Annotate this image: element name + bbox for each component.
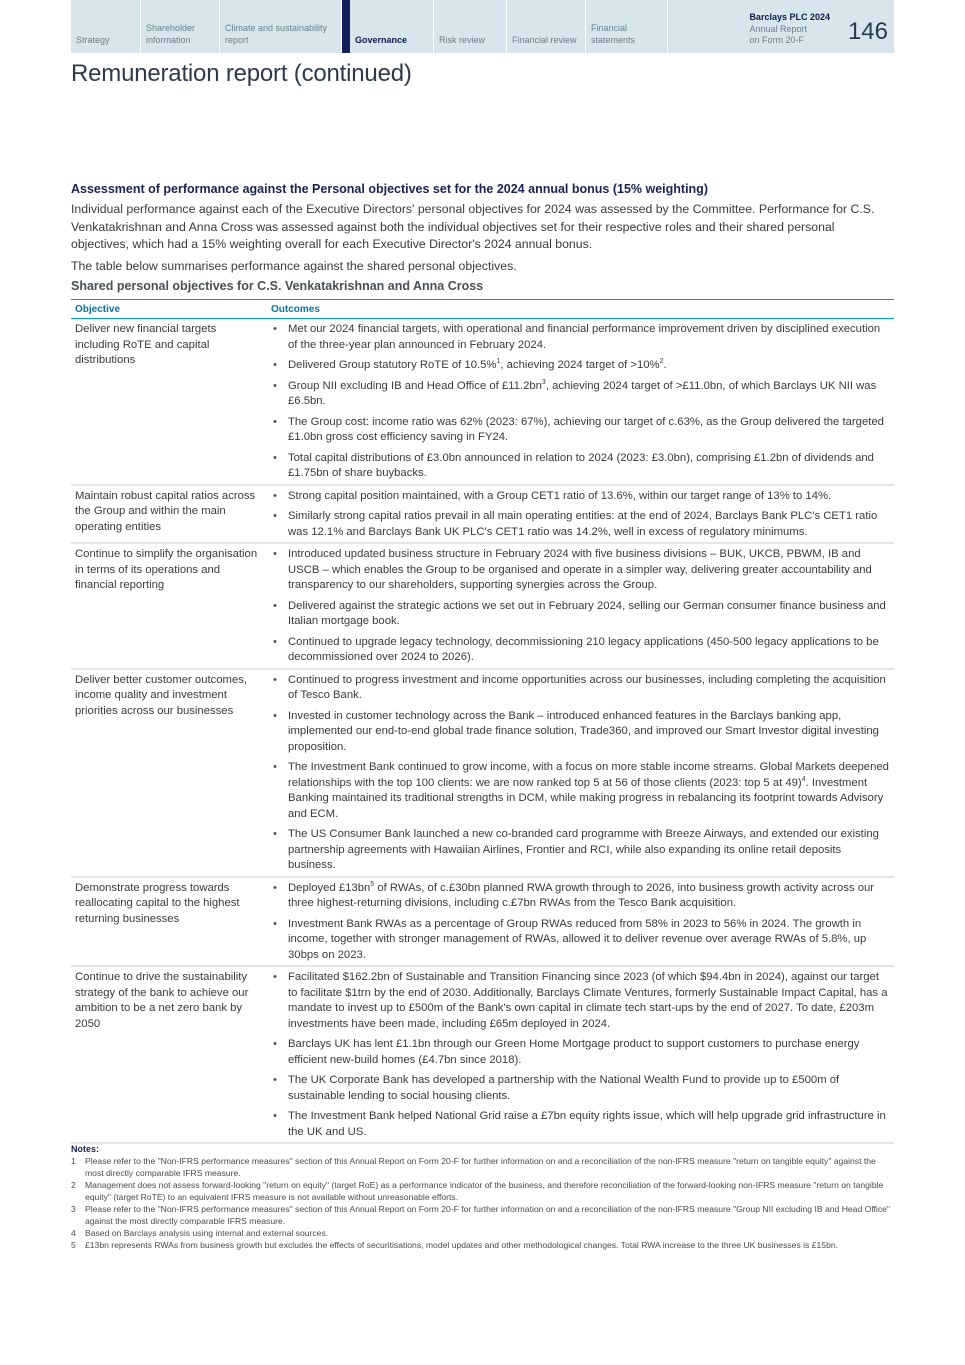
- table-intro-paragraph: The table below summarises performance against the shared personal objectives.: [71, 258, 517, 273]
- table-header-row: [71, 300, 894, 319]
- objectives-table: [71, 299, 894, 1144]
- outcome-item: [271, 322, 890, 353]
- outcomes-list: [271, 881, 890, 964]
- outcome-text: Investment Bank RWAs as a percentage of Group RWAs reduced from 58% in 2023 to 56% in 2024. The growth in income, together with stronger management of RWAs, allowed it to deliver revenue over average RWAs of 5.8%, up 30bps on 2023.: [288, 917, 867, 961]
- footnote-ref: 2: [659, 358, 664, 366]
- footnote-ref: 5: [370, 880, 375, 888]
- table-row: [71, 877, 894, 967]
- outcome-text: Deployed £13bn: [288, 881, 371, 894]
- brand-subtitle-line2: on Form 20-F: [749, 35, 804, 45]
- outcome-item: [271, 1109, 890, 1140]
- footnote-ref: 4: [801, 775, 806, 783]
- outcome-item: [271, 970, 890, 1032]
- objective-cell: Maintain robust capital ratios across the Group and within the main operating entities: [71, 485, 267, 544]
- outcome-item: [271, 635, 890, 666]
- intro-paragraph: Individual performance against each of the Executive Directors' personal objectives for 2024 was assessed by the Committee. Performance for C.S. Venkatakrishnan and Anna Cross was assessed against both the individual objectives set for their respective roles and their shared personal objectives, which had a 15% weighting overall for each Executive Director's 2024 annual bonus.: [71, 202, 875, 251]
- footnote-text: £13bn represents RWAs from business growth but excludes the effects of securitisations, model updates and other methodological changes. Total RWA increase to the three UK businesses is £15bn.: [85, 1240, 839, 1250]
- brand-title: Barclays PLC 2024: [749, 12, 830, 22]
- outcome-item: [271, 509, 890, 540]
- objective-cell: Demonstrate progress towards reallocating capital to the highest returning businesses: [71, 877, 267, 967]
- column-header-outcomes: Outcomes: [267, 300, 894, 319]
- outcome-item: [271, 451, 890, 482]
- footnote-number: 4: [71, 1228, 76, 1238]
- outcome-item: [271, 489, 890, 505]
- outcome-text: .: [663, 359, 667, 371]
- outcome-item: [271, 358, 890, 374]
- outcomes-list: [271, 673, 890, 874]
- outcome-item: [271, 415, 890, 446]
- outcome-text: The Group cost: income ratio was 62% (2023: 67%), achieving our target of c.63%, as the Group delivered the targeted £1.0bn gross cost efficiency saving in FY24.: [288, 415, 884, 443]
- table-row: [71, 485, 894, 544]
- outcome-text: Similarly strong capital ratios prevail in all main operating entities: at the end of 2024, Barclays Bank PLC's CET1 ratio was 12.1% and Barclays Bank UK PLC's CET1 ratio was 14.2%, well in excess of regulatory minimums.: [288, 510, 878, 538]
- outcome-text: . Investment Banking maintained its traditional strengths in DCM, while making progress in rebalancing its footprint towards Advisory and ECM.: [288, 776, 884, 820]
- notes-title: Notes:: [71, 1144, 100, 1154]
- nav-tab-shareholder-information[interactable]: Shareholder information: [141, 0, 220, 53]
- outcomes-cell: [267, 543, 894, 669]
- table-row: [71, 669, 894, 877]
- footnote: [71, 1227, 894, 1239]
- footnote-number: 5: [71, 1240, 76, 1250]
- outcome-text: The UK Corporate Bank has developed a partnership with the National Wealth Fund to provide up to £500m of sustainable lending to social housing clients.: [288, 1074, 840, 1102]
- nav-tab-financial-review[interactable]: Financial review: [507, 0, 586, 53]
- column-header-objective: Objective: [71, 300, 267, 319]
- outcome-text: The US Consumer Bank launched a new co-branded card programme with Breeze Airways, and extended our existing partnership agreements with Hawaiian Airlines, Frontier and RCI, while also expanding its online retail deposits business.: [288, 828, 879, 871]
- nav-tab-risk-review[interactable]: Risk review: [434, 0, 507, 53]
- outcome-text: Met our 2024 financial targets, with operational and financial performance improvement driven by disciplined execution of the three-year plan announced in February 2024.: [288, 323, 881, 351]
- nav-tab-climate-sustainability[interactable]: Climate and sustainability report: [220, 0, 342, 53]
- outcomes-cell: [267, 966, 894, 1143]
- objective-cell: Continue to drive the sustainability strategy of the bank to achieve our ambition to be a net zero bank by 2050: [71, 966, 267, 1143]
- footnote: [71, 1203, 894, 1227]
- footnote-text: Management does not assess forward-looking "return on equity" (target RoE) as a performance indicator of the business, and therefore reconciliation of the forward-looking non-IFRS measure "return on tangible equity" (target RoTE) to an equivalent IFRS measure is not available without unreasonable efforts.: [85, 1180, 884, 1202]
- outcomes-cell: [267, 319, 894, 485]
- outcome-text: Delivered against the strategic actions we set out in February 2024, selling our German consumer finance business and Italian mortgage book.: [288, 599, 886, 627]
- nav-tab-financial-statements[interactable]: Financial statements: [586, 0, 668, 53]
- footnote-number: 2: [71, 1180, 76, 1190]
- outcome-text: , achieving 2024 target of >£11.0bn, of which Barclays UK NII was £6.5bn.: [288, 379, 877, 407]
- footnote-ref: 3: [541, 378, 546, 386]
- outcome-text: The Investment Bank continued to grow income, with a focus on more stable income streams. Global Markets deepened relationships with the top 100 clients: we are now ranked top 5 at 56 of those clients (2023: top 5 at 49): [288, 761, 889, 789]
- footnote-text: Based on Barclays analysis using internal and external sources.: [85, 1228, 329, 1238]
- table-row: [71, 543, 894, 669]
- footnote-text: Please refer to the "Non-IFRS performance measures" section of this Annual Report on Form 20-F for further information on and a reconciliation of the non-IFRS measure "Group NII excluding IB and Head Office" against the most directly comparable IFRS measure.: [85, 1204, 890, 1226]
- notes-section: [71, 1144, 894, 1251]
- outcome-item: [271, 673, 890, 704]
- outcome-text: Continued to progress investment and income opportunities across our businesses, including completing the acquisition of Tesco Bank.: [288, 673, 886, 701]
- outcomes-list: [271, 322, 890, 482]
- brand-subtitle-line1: Annual Report: [749, 23, 807, 34]
- footnote-ref: 1: [496, 358, 501, 366]
- outcomes-list: [271, 489, 890, 541]
- outcome-text: The Investment Bank helped National Grid raise a £7bn equity rights issue, which will help upgrade grid infrastructure in the UK and US.: [288, 1110, 886, 1138]
- outcome-item: [271, 760, 890, 822]
- footnote-number: 3: [71, 1204, 76, 1214]
- outcome-text: , achieving 2024 target of >10%: [500, 359, 660, 371]
- outcome-text: Invested in customer technology across the Bank – introduced enhanced features in the Barclays banking app, implemented our end-to-end global trade finance solution, Trade360, and improved our Smart Investor digital investing proposition.: [288, 709, 879, 753]
- section-nav: [71, 0, 894, 53]
- outcome-text: Introduced updated business structure in February 2024 with five business divisions – BUK, UKCB, PBWM, IB and USCB – which enables the Group to be organised and operate in a simpler way, delivering greater accountability and transparency to our shareholders, supporting synergies across the Group.: [288, 548, 872, 591]
- outcomes-cell: [267, 485, 894, 544]
- nav-tab-strategy[interactable]: Strategy: [71, 0, 141, 53]
- objective-cell: Deliver better customer outcomes, income quality and investment priorities across our businesses: [71, 669, 267, 877]
- outcome-text: Delivered Group statutory RoTE of 10.5%: [288, 359, 497, 371]
- outcome-item: [271, 547, 890, 594]
- outcomes-cell: [267, 877, 894, 967]
- report-brand: [749, 12, 830, 47]
- outcome-item: [271, 917, 890, 964]
- section-heading: Assessment of performance against the Personal objectives set for the 2024 annual bonus (15% weighting): [71, 182, 708, 196]
- outcome-text: Total capital distributions of £3.0bn announced in relation to 2024 (2023: £3.0bn), comprising £1.2bn of dividends and £1.75bn of share buybacks.: [288, 451, 874, 479]
- outcome-item: [271, 1037, 890, 1068]
- outcome-item: [271, 1073, 890, 1104]
- outcome-text: Strong capital position maintained, with a Group CET1 ratio of 13.6%, within our target range of 13% to 14%.: [288, 489, 832, 502]
- footnote-number: 1: [71, 1156, 76, 1166]
- outcome-text: Barclays UK has lent £1.1bn through our Green Home Mortgage product to support customers to purchase energy efficient new-build homes (£4.7bn since 2018).: [288, 1038, 860, 1066]
- table-title: Shared personal objectives for C.S. Venkatakrishnan and Anna Cross: [71, 279, 484, 293]
- objective-cell: Continue to simplify the organisation in terms of its operations and financial reporting: [71, 543, 267, 669]
- footnote: [71, 1179, 894, 1203]
- footnote-text: Please refer to the "Non-IFRS performance measures" section of this Annual Report on Form 20-F for further information on and a reconciliation of the non-IFRS measure "return on tangible equity" against the most directly comparable IFRS measure.: [85, 1156, 876, 1178]
- table-row: [71, 966, 894, 1143]
- outcomes-list: [271, 970, 890, 1140]
- outcomes-list: [271, 547, 890, 666]
- outcomes-cell: [267, 669, 894, 877]
- outcome-item: [271, 709, 890, 756]
- outcome-text: Facilitated $162.2bn of Sustainable and Transition Financing since 2023 (of which $94.4bn in 2024), against our target to facilitate $1trn by the end of 2030. Additionally, Barclays Climate Ventures, formerly Sustainable Impact Capital, has a mandate to invest up to £500m of the Bank's own capital in climate tech start-ups by the end of 2027. To date, £203m investments have been made, including £65m deployed in 2024.: [288, 971, 888, 1030]
- nav-tab-governance[interactable]: Governance: [342, 0, 434, 53]
- outcome-item: [271, 599, 890, 630]
- main-content: [71, 182, 894, 1144]
- objective-cell: Deliver new financial targets including RoTE and capital distributions: [71, 319, 267, 485]
- outcome-text: Continued to upgrade legacy technology, decommissioning 210 legacy applications (450-500 legacy applications to be decommissioned over 2024 to 2026).: [288, 635, 879, 663]
- table-row: [71, 319, 894, 485]
- outcome-text: Group NII excluding IB and Head Office of £11.2bn: [288, 379, 542, 392]
- outcome-item: [271, 379, 890, 410]
- outcome-item: [271, 881, 890, 912]
- page-title: Remuneration report (continued): [71, 60, 412, 87]
- footnote: [71, 1155, 894, 1179]
- outcome-item: [271, 827, 890, 874]
- outcome-text: of RWAs, of c.£30bn planned RWA growth through to 2026, into business growth activity across our three highest-returning divisions, including c.£7bn RWAs from the Tesco Bank acquisition.: [288, 881, 875, 909]
- footnote: [71, 1239, 894, 1251]
- page-number: 146: [847, 18, 888, 45]
